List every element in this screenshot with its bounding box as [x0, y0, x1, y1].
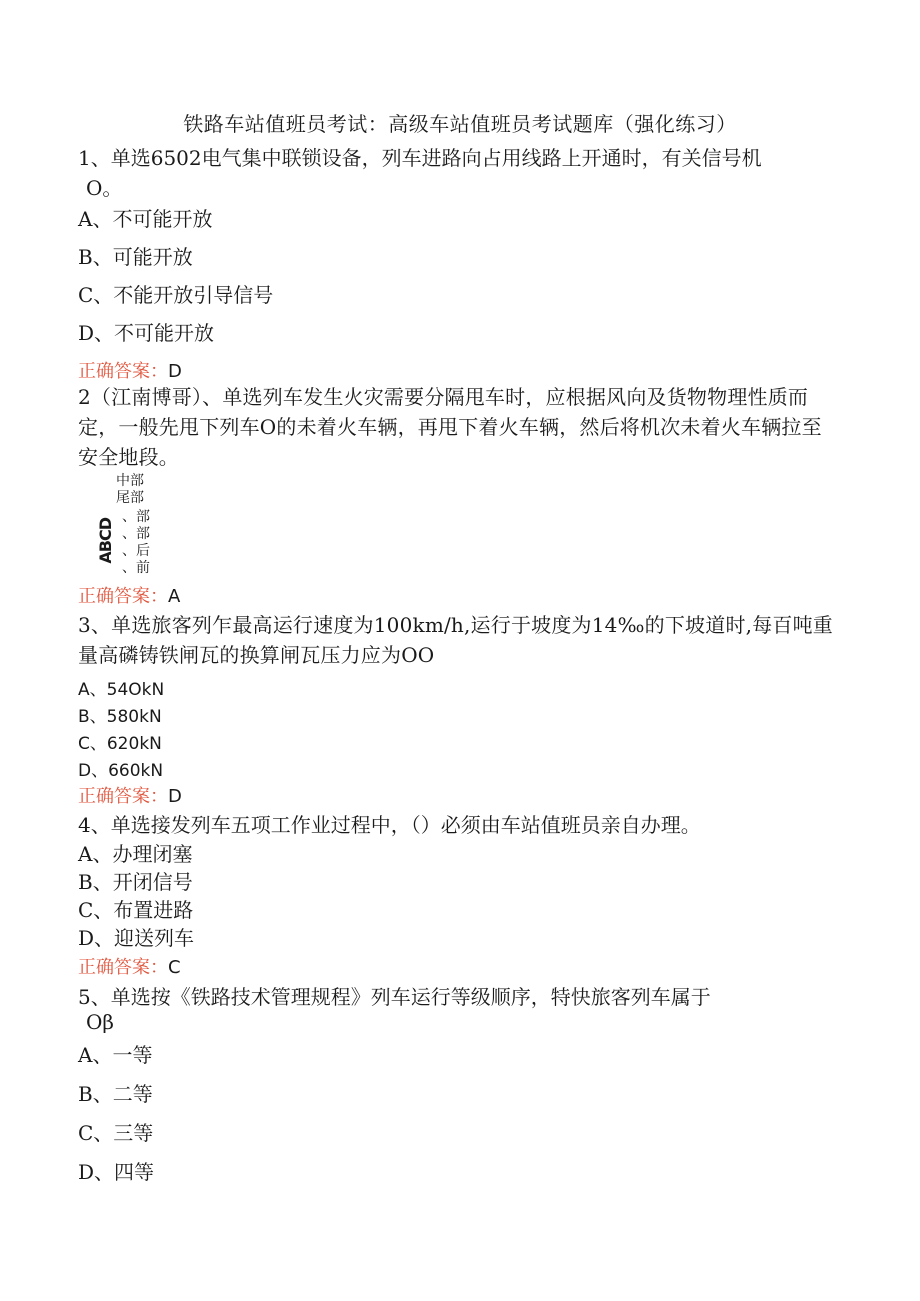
question-1-option-c: C、不能开放引导信号: [78, 283, 274, 307]
vertical-line-2: 尾部: [116, 490, 144, 506]
vertical-line-4: 、部: [122, 526, 150, 542]
question-2-stem: 2（江南博哥）、单选列车发生火灾需要分隔甩车时，应根据风向及货物物理性质而定，一般先甩下列车O的未着火车辆，再甩下着火车辆，然后将机次未着火车辆拉至安全地段。: [78, 385, 822, 469]
question-5-option-d: D、四等: [78, 1160, 155, 1184]
question-3-option-a: A、54OkN: [78, 680, 165, 700]
answer-label: 正确答案：: [78, 361, 168, 382]
answer-value: A: [168, 586, 181, 607]
question-1-option-a: A、不可能开放: [78, 207, 213, 231]
question-2-option-letters: ABCD: [96, 518, 115, 564]
question-5-stem-cont: Oβ: [86, 1010, 114, 1034]
question-5-stem: 5、单选按《铁路技术管理规程》列车运行等级顺序，特快旅客列车属于: [78, 985, 711, 1009]
question-5-option-c: C、三等: [78, 1121, 154, 1145]
vertical-line-3: 、部: [122, 509, 150, 525]
question-4-stem: 4、单选接发列车五项工作业过程中，（）必须由车站值班员亲自办理。: [78, 813, 701, 837]
answer-label: 正确答案：: [78, 786, 168, 807]
answer-value: D: [168, 361, 182, 382]
question-3-answer: [78, 782, 182, 808]
vertical-line-1: 中部: [116, 473, 144, 489]
question-3-option-d: D、660kN: [78, 761, 164, 781]
question-1-option-b: B、可能开放: [78, 245, 193, 269]
vertical-line-5: 、后: [122, 543, 150, 559]
question-1-stem: 1、单选6502电气集中联锁设备，列车进路向占用线路上开通时，有关信号机: [78, 146, 762, 170]
question-3-stem: 3、单选旅客列乍最高运行速度为100km∕h,运行于坡度为14‰的下坡道时,每百吨重量高磷铸铁闸瓦的换算闸瓦压力应为OO: [78, 613, 834, 667]
question-4-option-c: C、布置进路: [78, 898, 194, 922]
question-3-option-c: C、620kN: [78, 734, 162, 754]
question-5-option-a: A、一等: [78, 1043, 153, 1067]
vertical-line-6: 、前: [122, 560, 150, 576]
question-5-option-b: B、二等: [78, 1082, 153, 1106]
question-4-option-d: D、迎送列车: [78, 926, 195, 950]
question-2-answer: [78, 582, 180, 608]
question-3-option-b: B、580kN: [78, 707, 162, 727]
question-1-stem-cont: O。: [86, 176, 123, 200]
answer-label: 正确答案：: [78, 957, 168, 978]
question-4-option-b: B、开闭信号: [78, 870, 193, 894]
answer-label: 正确答案：: [78, 586, 168, 607]
question-1-option-d: D、不可能开放: [78, 321, 215, 345]
question-4-answer: [78, 953, 181, 979]
question-4-option-a: A、办理闭塞: [78, 842, 193, 866]
answer-value: C: [168, 957, 181, 978]
question-1-answer: [78, 357, 182, 383]
document-title: 铁路车站值班员考试：高级车站值班员考试题库（强化练习）: [183, 112, 737, 136]
answer-value: D: [168, 786, 182, 807]
